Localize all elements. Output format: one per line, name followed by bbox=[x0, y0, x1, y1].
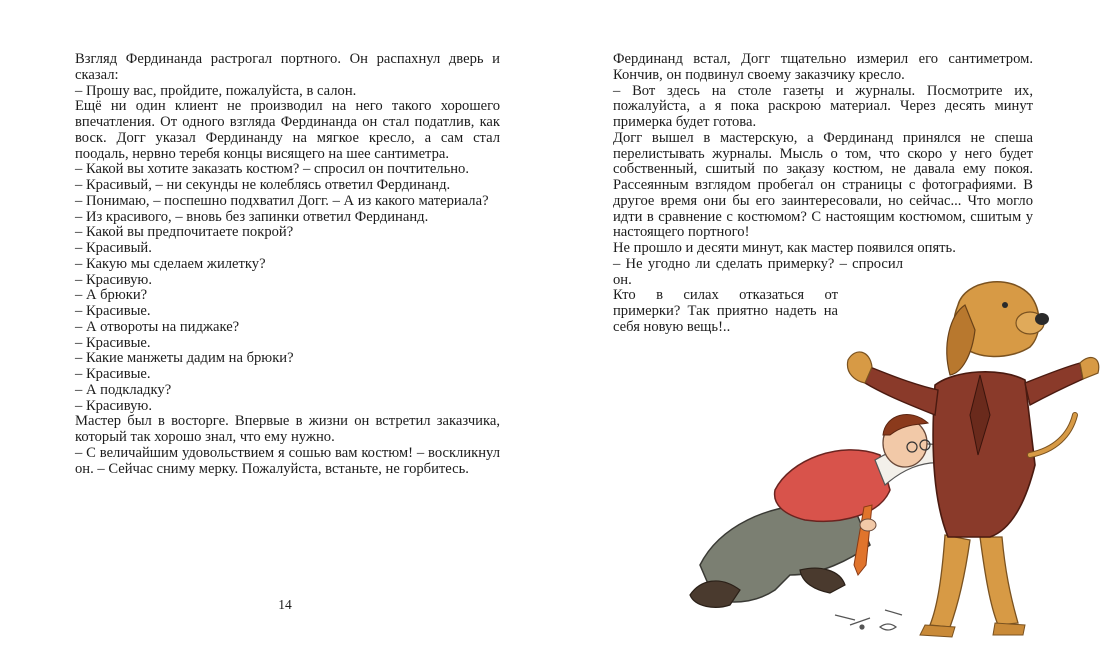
paragraph: – Красивую. bbox=[75, 397, 152, 414]
left-page-text bbox=[75, 52, 500, 477]
paragraph: – Красивый. bbox=[75, 240, 152, 256]
paragraph: Ещё ни один клиент не производил на него такого хорошего впечатления. От одного взгляда Фердинанда он стал податлив, как воск. Догг указал Фердинанду на мягкое кресло, а сам стал поодаль, нервно теребя концы висящего на шее сантиметра. bbox=[75, 98, 500, 162]
illustration-tailor-fitting-dog bbox=[680, 275, 1100, 645]
paragraph: – Из красивого, – вновь без запинки ответил Фердинанд. bbox=[75, 208, 429, 225]
paragraph: – А брюки? bbox=[75, 287, 148, 304]
paragraph: – Вот здесь на столе газеты и журналы. Посмотрите их, пожалуйста, а я пока раскрою́ материал. Через десять минут примерка будет готова. bbox=[613, 82, 1033, 130]
paragraph: Не прошло и десяти минут, как мастер появился опять. bbox=[613, 240, 956, 256]
paragraph: Догг вышел в мастерскую, а Фердинанд принялся не спеша перелистывать журналы. Мысль о том, что скоро у него будет собственный, сшитый по заказу костюм, не давала ему покоя. Рассеянным взглядом пробега́л он страницы с фотографиями. В другое время они бы его заинтересовали, но сейчас... Что могло идти в сравнение с костюмом? С настоящим костюмом, сшитым у настоящего портного! bbox=[613, 129, 1033, 241]
paragraph: – А подкладку? bbox=[75, 381, 172, 398]
paragraph: – Красивую. bbox=[75, 271, 152, 288]
paragraph: – Красивые. bbox=[75, 334, 151, 351]
paragraph: – Понимаю, – поспешно подхватил Догг. – А из какого материала? bbox=[75, 192, 489, 209]
right-page bbox=[550, 0, 1100, 663]
paragraph: – Какой вы хотите заказать костюм? – спросил он почтительно. bbox=[75, 161, 469, 178]
paragraph: – Прошу вас, пройдите, пожалуйста, в салон. bbox=[75, 82, 357, 99]
paragraph: – Красивые. bbox=[75, 303, 151, 319]
paragraph: Мастер был в восторге. Впервые в жизни он встретил заказчика, который так хорошо знал, что ему нужно. bbox=[75, 413, 500, 445]
paragraph: – Красивые. bbox=[75, 366, 151, 382]
paragraph: Взгляд Фердинанда растрогал портного. Он распахнул дверь и сказал: bbox=[75, 51, 500, 83]
floor-pins bbox=[835, 610, 902, 630]
paragraph: Фердинанд встал, Догг тщательно измерил его сантиметром. Кончив, он подвинул своему заказчику кресло. bbox=[613, 51, 1033, 83]
paragraph: – Какую мы сделаем жилетку? bbox=[75, 255, 266, 272]
page-number: 14 bbox=[278, 597, 292, 612]
tailor-figure bbox=[690, 414, 956, 607]
paragraph: – С величайшим удовольствием я сошью вам костюм! – воскликнул он. – Сейчас сниму мерку. Пожалуйста, встаньте, не горбитесь. bbox=[75, 444, 500, 477]
paragraph: – Красивый, – ни секунды не колеблясь ответил Фердинанд. bbox=[75, 177, 451, 193]
paragraph: – Какие манжеты дадим на брюки? bbox=[75, 350, 294, 367]
paragraph: – Не угодно ли сделать примерку? – спросил он. bbox=[613, 255, 903, 288]
paragraph: Кто в силах отказаться от примерки? Так приятно надеть на себя новую вещь!.. bbox=[613, 287, 838, 335]
paragraph: – А отвороты на пиджаке? bbox=[75, 318, 240, 335]
paragraph: – Какой вы предпочитаете покрой? bbox=[75, 224, 294, 241]
